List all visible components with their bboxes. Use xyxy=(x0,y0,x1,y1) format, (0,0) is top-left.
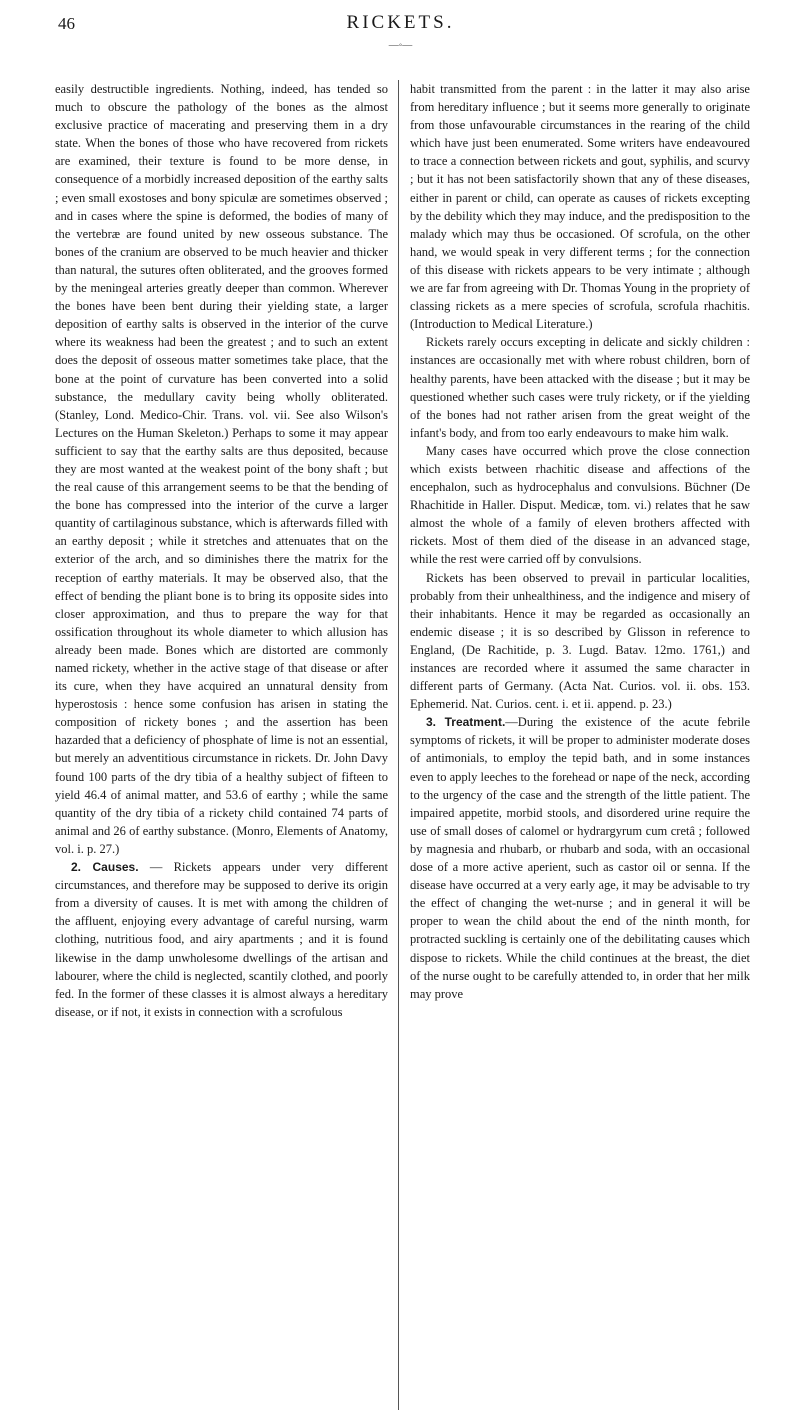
paragraph-treatment xyxy=(410,713,750,1003)
header-ornament: —◦— xyxy=(388,40,413,51)
page-header xyxy=(0,0,801,70)
section-heading-causes: 2. Causes. xyxy=(71,860,139,875)
section-heading-treatment: 3. Treatment. xyxy=(426,715,506,730)
paragraph-causes xyxy=(55,858,388,1021)
causes-text: — Rickets appears under very different circumstances, and therefore may be supposed to derive its origin from a diversity of causes. It is met with among the children of the affluent, enjoying every advantage of careful nursing, warm clothing, nutritious food, and airy apartments ; and it is found likewise in the damp unwholesome dwellings of the artisan and labourer, where the child is neglected, scantily clothed, and poorly fed. In the former of these classes it is almost always a hereditary disease, or if not, it exists in connection with a scrofulous xyxy=(55,860,388,1019)
paragraph-encephalon: Many cases have occurred which prove the close connection which exists between rhachitic disease and affections of the encephalon, such as hydrocephalus and convulsions. Büchner (De Rhachitide in Haller. Disput. Medicæ, tom. vi.) relates that he saw almost the whole of a family of eleven brothers affected with rickets. Most of them died of the disease in an advanced stage, while the rest were carried off by convulsions. xyxy=(410,443,750,567)
paragraph-delicate-children: Rickets rarely occurs excepting in delicate and sickly children : instances are occasionally met with where robust children, born of healthy parents, have been attacked with the disease ; but it may be questioned whether such cases were truly rickety, or if the yielding of the bones had not rather arisen from the great weight of the infant's body, and from too early endeavours to make him walk. xyxy=(410,335,750,440)
running-title: RICKETS. xyxy=(346,12,455,33)
paragraph-hereditary: habit transmitted from the parent : in the latter it may also arise from hereditary influence ; but it seems more generally to originate from those unfavourable circumstances in the rearing of the child which have just been enumerated. Some writers have endeavoured to trace a connection between rickets and gout, syphilis, and scurvy ; but it has not been satisfactorily shown that any of these diseases, either in parent or child, can operate as causes of rickets excepting by the debility which they may induce, and the predisposition to the malady which may thus be occasioned. Of scrofula, on the other hand, we would speak in very different terms ; for the connection of this disease with rickets appears to be very intimate ; although we are far from agreeing with Dr. Thomas Young in the propriety of classing rickets as a mere species of scrofula, scrofula rhachitis. (Introduction to Medical Literature.) xyxy=(410,82,750,332)
paragraph-bone-texture: easily destructible ingredients. Nothing, indeed, has tended so much to obscure the pathology of the bones as the almost exclusive practice of macerating and preserving them in a dry state. When the bones of those who have recovered from rickets are examined, their texture is found to be more dense, in consequence of a morbidly increased deposition of the earthy salts ; even small exostoses and bony spiculæ are sometimes observed ; and in cases where the spine is deformed, the bodies of many of the vertebræ are found united by new osseous substance. The bones of the cranium are observed to be much heavier and thicker than natural, the sutures often obliterated, and the grooves formed by the meningeal arteries greatly deeper than common. Wherever the bones have been bent during their yielding state, a larger deposition of earthy salts is observed in the interior of the curve where its weakness had been the greatest ; and to such an extent does the deposit of osseous matter sometimes take place, that the bone at the point of curvature has been converted into a solid substance, the medullary cavity being wholly obliterated. (Stanley, Lond. Medico-Chir. Trans. vol. vii. See also Wilson's Lectures on the Human Skeleton.) Perhaps to some it may appear sufficient to say that the earthy salts are thus deposited, because they are most wanted at the weakest point of the bony shaft ; but the real cause of this arrangement seems to be that the bending of the bone has compressed into the interior of the curve a larger quantity of cartilaginous substance, which is afterwards filled with an earthy deposit ; while it stretches and attenuates that on the exterior of the arch, and so diminishes there the matrix for the reception of earthy materials. It may be observed also, that the effect of bending the pliant bone is to bring its opposite sides into closer approximation, and thus to prepare the way for that ossification throughout its whole diameter to which allusion has already been made. Bones which are distorted are commonly named rickety, whether in the active stage of that disease or after its cure, when they have acquired an unnatural density from hyperostosis : hence some confusion has arisen in stating the composition of rickety bones ; and the assertion has been hazarded that a deficiency of phosphate of lime is not an essential, but merely an adventitious circumstance in rickets. Dr. John Davy found 100 parts of the dry tibia of a healthy subject of fifteen to yield 46.4 of animal matter, and 53.6 of earthy ; while the same quantity of the dry tibia of a rickety child contained 74 parts of animal and 26 of earthy substance. (Monro, Elements of Anatomy, vol. i. p. 27.) xyxy=(55,82,388,856)
treatment-text: —During the existence of the acute febrile symptoms of rickets, it will be proper to administer moderate doses of antimonials, to employ the tepid bath, and in some instances even to apply leeches to the forehead or nape of the neck, according to the urgency of the case and the strength of the little patient. The impaired appetite, morbid stools, and disordered urine require the use of small doses of calomel or hydrargyrum cum cretâ ; followed by magnesia and rhubarb, or rhubarb and soda, with an occasional dose of a more active aperient, such as castor oil or senna. If the disease have occurred at a very early age, it may be advisable to try the effect of changing the wet-nurse ; and in general it will be proper to wean the child about the end of the ninth month, for protracted suckling is certainly one of the debilitating causes which dispose to rickets. While the child continues at the breast, the diet of the nurse ought to be carefully attended to, in order that her milk may prove xyxy=(410,715,750,1001)
left-column xyxy=(55,80,388,1021)
column-divider xyxy=(398,80,399,1410)
right-column xyxy=(410,80,750,1003)
paragraph-localities: Rickets has been observed to prevail in particular localities, probably from their unhealthiness, and the indigence and misery of their inhabitants. Hence it may be regarded as occasionally an endemic disease ; it is so described by Glisson in reference to England, (De Rachitide, p. 3. Lugd. Batav. 12mo. 1761,) and instances are recorded where it assumed the same character in different parts of Germany. (Acta Nat. Curios. vol. ii. obs. 153. Ephemerid. Nat. Curios. cent. i. et ii. append. p. 23.) xyxy=(410,570,750,712)
page-number: 46 xyxy=(58,14,75,33)
